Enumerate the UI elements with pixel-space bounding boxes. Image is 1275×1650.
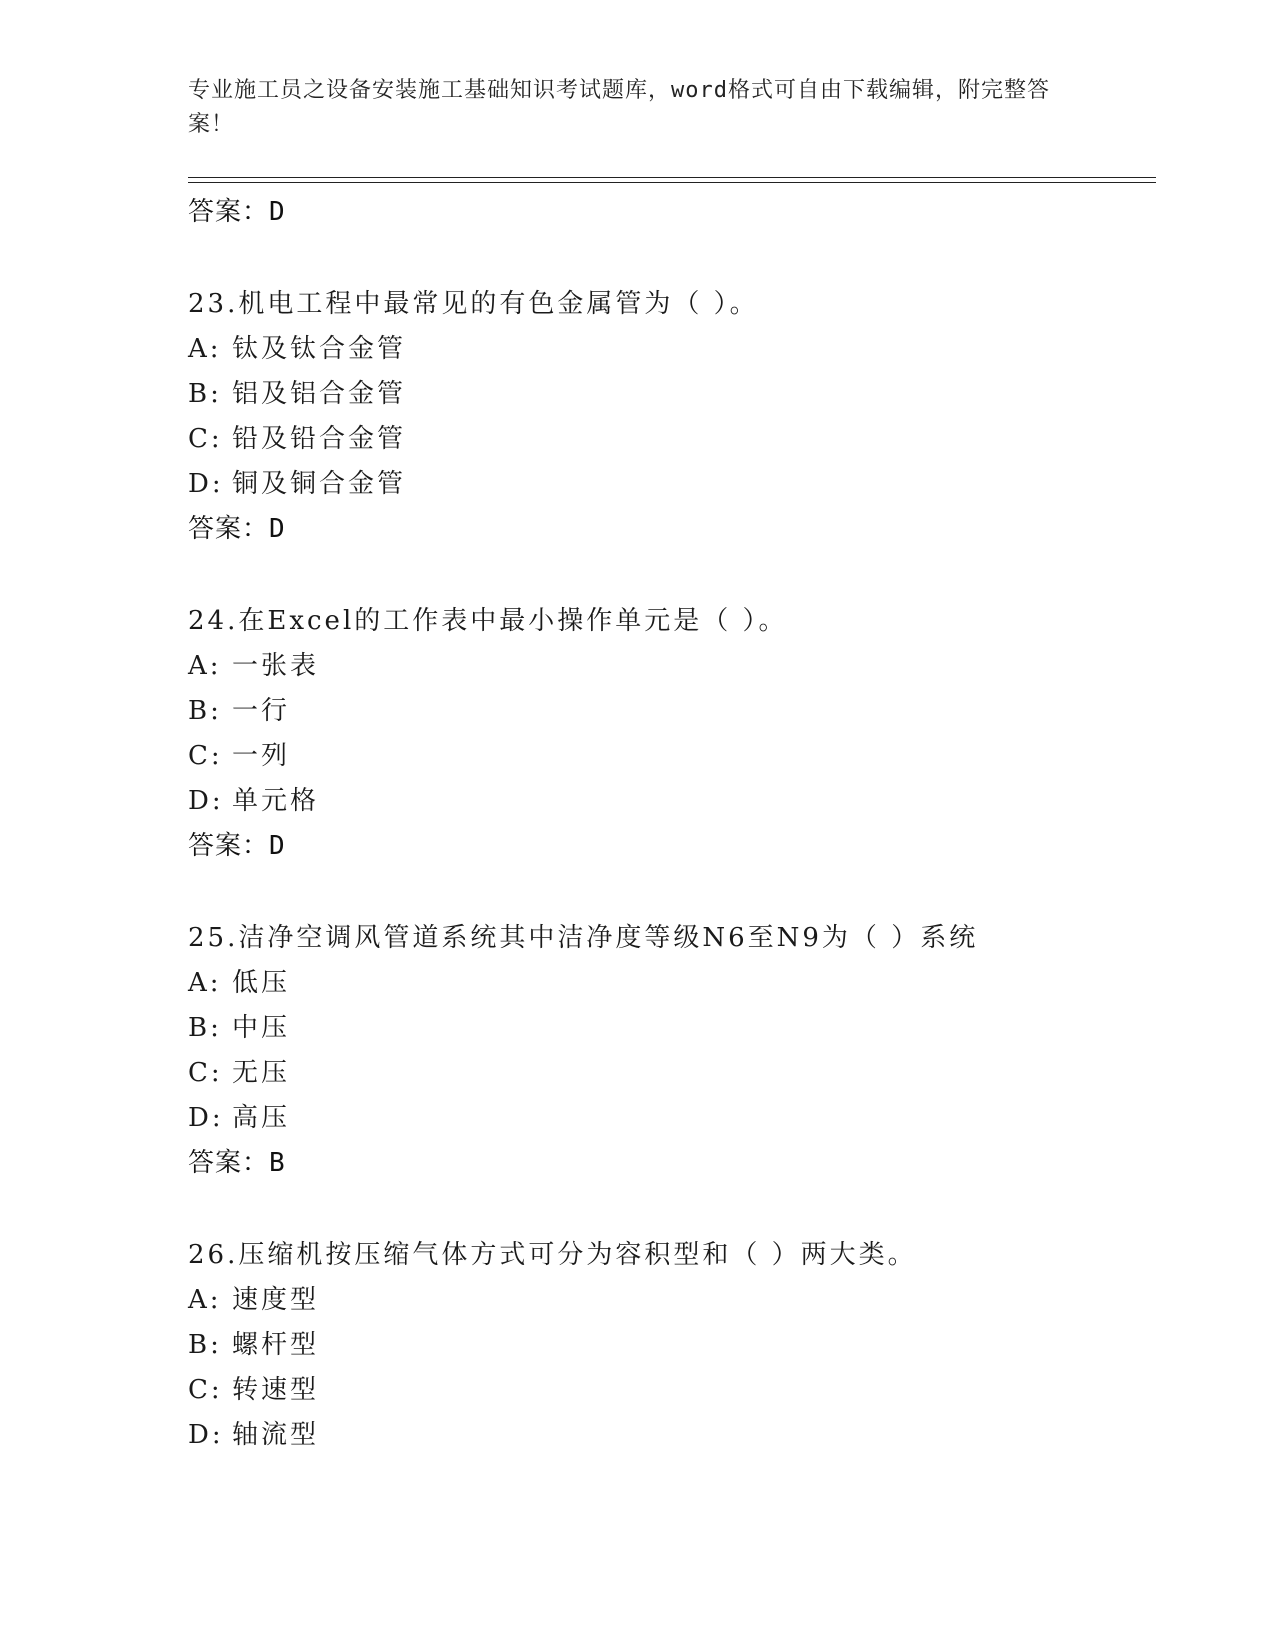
option-d [188, 1413, 1148, 1458]
answer-line: 答案：B [188, 1148, 286, 1178]
option-letter: A: [188, 334, 222, 364]
option-text: 钛及钛合金管 [232, 334, 407, 364]
option-a [188, 327, 1148, 372]
option-b [188, 1006, 1148, 1051]
answer-line: 答案：D [188, 197, 286, 227]
question-text: 26.压缩机按压缩气体方式可分为容积型和（ ）两大类。 [188, 1240, 917, 1270]
spacer [188, 551, 1148, 599]
option-d [188, 1096, 1148, 1141]
option-text: 螺杆型 [232, 1330, 320, 1360]
option-letter: C: [188, 741, 223, 771]
option-letter: C: [188, 1058, 223, 1088]
option-text: 铅及铅合金管 [232, 424, 407, 454]
option-a [188, 644, 1148, 689]
option-letter: D: [188, 1420, 224, 1450]
option-letter: D: [188, 1103, 224, 1133]
option-text: 中压 [232, 1013, 291, 1043]
option-d [188, 462, 1148, 507]
question-list [188, 190, 1148, 1458]
option-text: 铜及铜合金管 [232, 469, 407, 499]
answer-line: 答案：D [188, 831, 286, 861]
option-text: 低压 [232, 968, 291, 998]
option-c [188, 1368, 1148, 1413]
option-b [188, 1323, 1148, 1368]
spacer [188, 234, 1148, 282]
option-letter: A: [188, 1285, 222, 1315]
option-letter: B: [188, 696, 222, 726]
option-text: 速度型 [232, 1285, 320, 1315]
option-letter: D: [188, 469, 224, 499]
option-text: 轴流型 [232, 1420, 320, 1450]
option-letter: B: [188, 379, 222, 409]
question-text: 25.洁净空调风管道系统其中洁净度等级N6至N9为（ ）系统 [188, 923, 979, 953]
answer-line: 答案：D [188, 514, 286, 544]
header-rule-top [188, 177, 1156, 178]
option-b [188, 689, 1148, 734]
option-d [188, 779, 1148, 824]
page-header: 专业施工员之设备安装施工基础知识考试题库，word格式可自由下载编辑，附完整答案！ [188, 78, 1050, 137]
option-a [188, 961, 1148, 1006]
option-a [188, 1278, 1148, 1323]
option-letter: C: [188, 1375, 223, 1405]
option-letter: B: [188, 1013, 222, 1043]
option-text: 转速型 [232, 1375, 320, 1405]
header-rule-bottom [188, 182, 1156, 183]
option-letter: D: [188, 786, 224, 816]
option-letter: A: [188, 651, 222, 681]
question-text: 23.机电工程中最常见的有色金属管为（ ）。 [188, 289, 759, 319]
option-letter: A: [188, 968, 222, 998]
option-text: 单元格 [232, 786, 320, 816]
spacer [188, 1185, 1148, 1233]
option-c [188, 1051, 1148, 1096]
option-b [188, 372, 1148, 417]
option-text: 一行 [232, 696, 291, 726]
option-text: 一列 [232, 741, 291, 771]
question-text: 24.在Excel的工作表中最小操作单元是（ ）。 [188, 606, 788, 636]
option-text: 铝及铝合金管 [232, 379, 407, 409]
option-letter: B: [188, 1330, 222, 1360]
option-c [188, 734, 1148, 779]
option-c [188, 417, 1148, 462]
option-text: 一张表 [232, 651, 320, 681]
option-letter: C: [188, 424, 223, 454]
option-text: 无压 [232, 1058, 291, 1088]
option-text: 高压 [232, 1103, 291, 1133]
spacer [188, 868, 1148, 916]
